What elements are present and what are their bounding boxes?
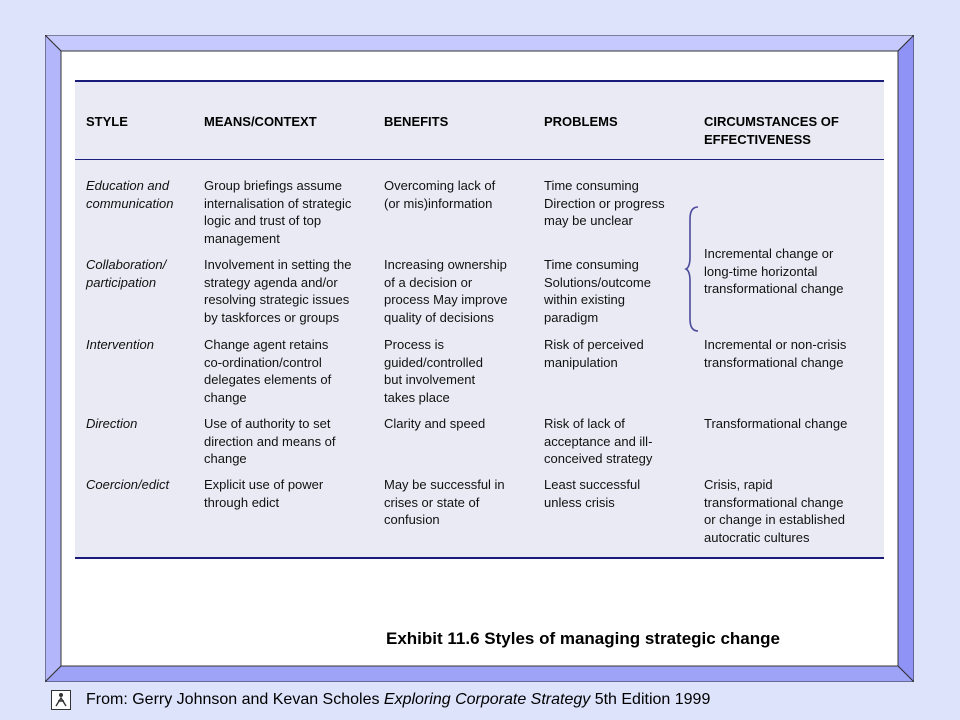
citation-prefix: From: Gerry Johnson and Kevan Scholes	[86, 691, 384, 708]
book-icon	[51, 690, 71, 710]
row3-style: Intervention	[86, 337, 154, 352]
row2-benefits: Increasing ownership of a decision or process May improve quality of decisions	[384, 257, 508, 325]
row3-benefits: Process is guided/controlled but involvement takes place	[384, 337, 484, 405]
row4-problems: Risk of lack of acceptance and ill- conceived strategy	[544, 416, 653, 467]
row1-means: Group briefings assume internalisation of strategic logic and trust of top management	[204, 178, 352, 246]
row3-means: Change agent retains co-ordination/control delegates elements of change	[204, 337, 332, 405]
row4-style: Direction	[86, 416, 138, 431]
header-means: MEANS/CONTEXT	[204, 114, 317, 129]
citation-book-title: Exploring Corporate Strategy	[383, 691, 591, 708]
header-circumstances: CIRCUMSTANCES OF EFFECTIVENESS	[704, 114, 839, 147]
exhibit-caption: Exhibit 11.6 Styles of managing strategic change	[386, 629, 780, 648]
header-benefits: BENEFITS	[384, 114, 449, 129]
row4-means: Use of authority to set direction and means of change	[204, 416, 336, 467]
header-divider	[75, 159, 884, 160]
header-problems: PROBLEMS	[544, 114, 618, 129]
citation-suffix: 5th Edition 1999	[590, 691, 711, 708]
row5-problems: Least successful unless crisis	[544, 477, 641, 510]
row1-benefits: Overcoming lack of (or mis)information	[384, 178, 496, 211]
row3-problems: Risk of perceived manipulation	[544, 337, 644, 370]
row1-style: Education and communication	[86, 178, 174, 211]
row2-means: Involvement in setting the strategy agenda and/or resolving strategic issues by taskforces or groups	[204, 257, 352, 325]
row3-circumstances: Incremental or non-crisis transformational change	[704, 337, 847, 370]
row2-problems: Time consuming Solutions/outcome within existing paradigm	[544, 257, 651, 325]
brace-icon	[684, 205, 704, 333]
row2-style: Collaboration/ participation	[86, 257, 167, 290]
row5-style: Coercion/edict	[86, 477, 170, 492]
row4-circumstances: Transformational change	[704, 416, 848, 431]
row5-means: Explicit use of power through edict	[204, 477, 324, 510]
row1-problems: Time consuming Direction or progress may be unclear	[544, 178, 665, 229]
source-citation	[86, 691, 710, 709]
brace-circumstance: Incremental change or long-time horizontal transformational change	[704, 246, 844, 297]
row5-benefits: May be successful in crises or state of confusion	[384, 477, 505, 528]
row4-benefits: Clarity and speed	[384, 416, 486, 431]
row5-circumstances: Crisis, rapid transformational change or change in established autocratic cultures	[704, 477, 845, 545]
header-style: STYLE	[86, 114, 128, 129]
